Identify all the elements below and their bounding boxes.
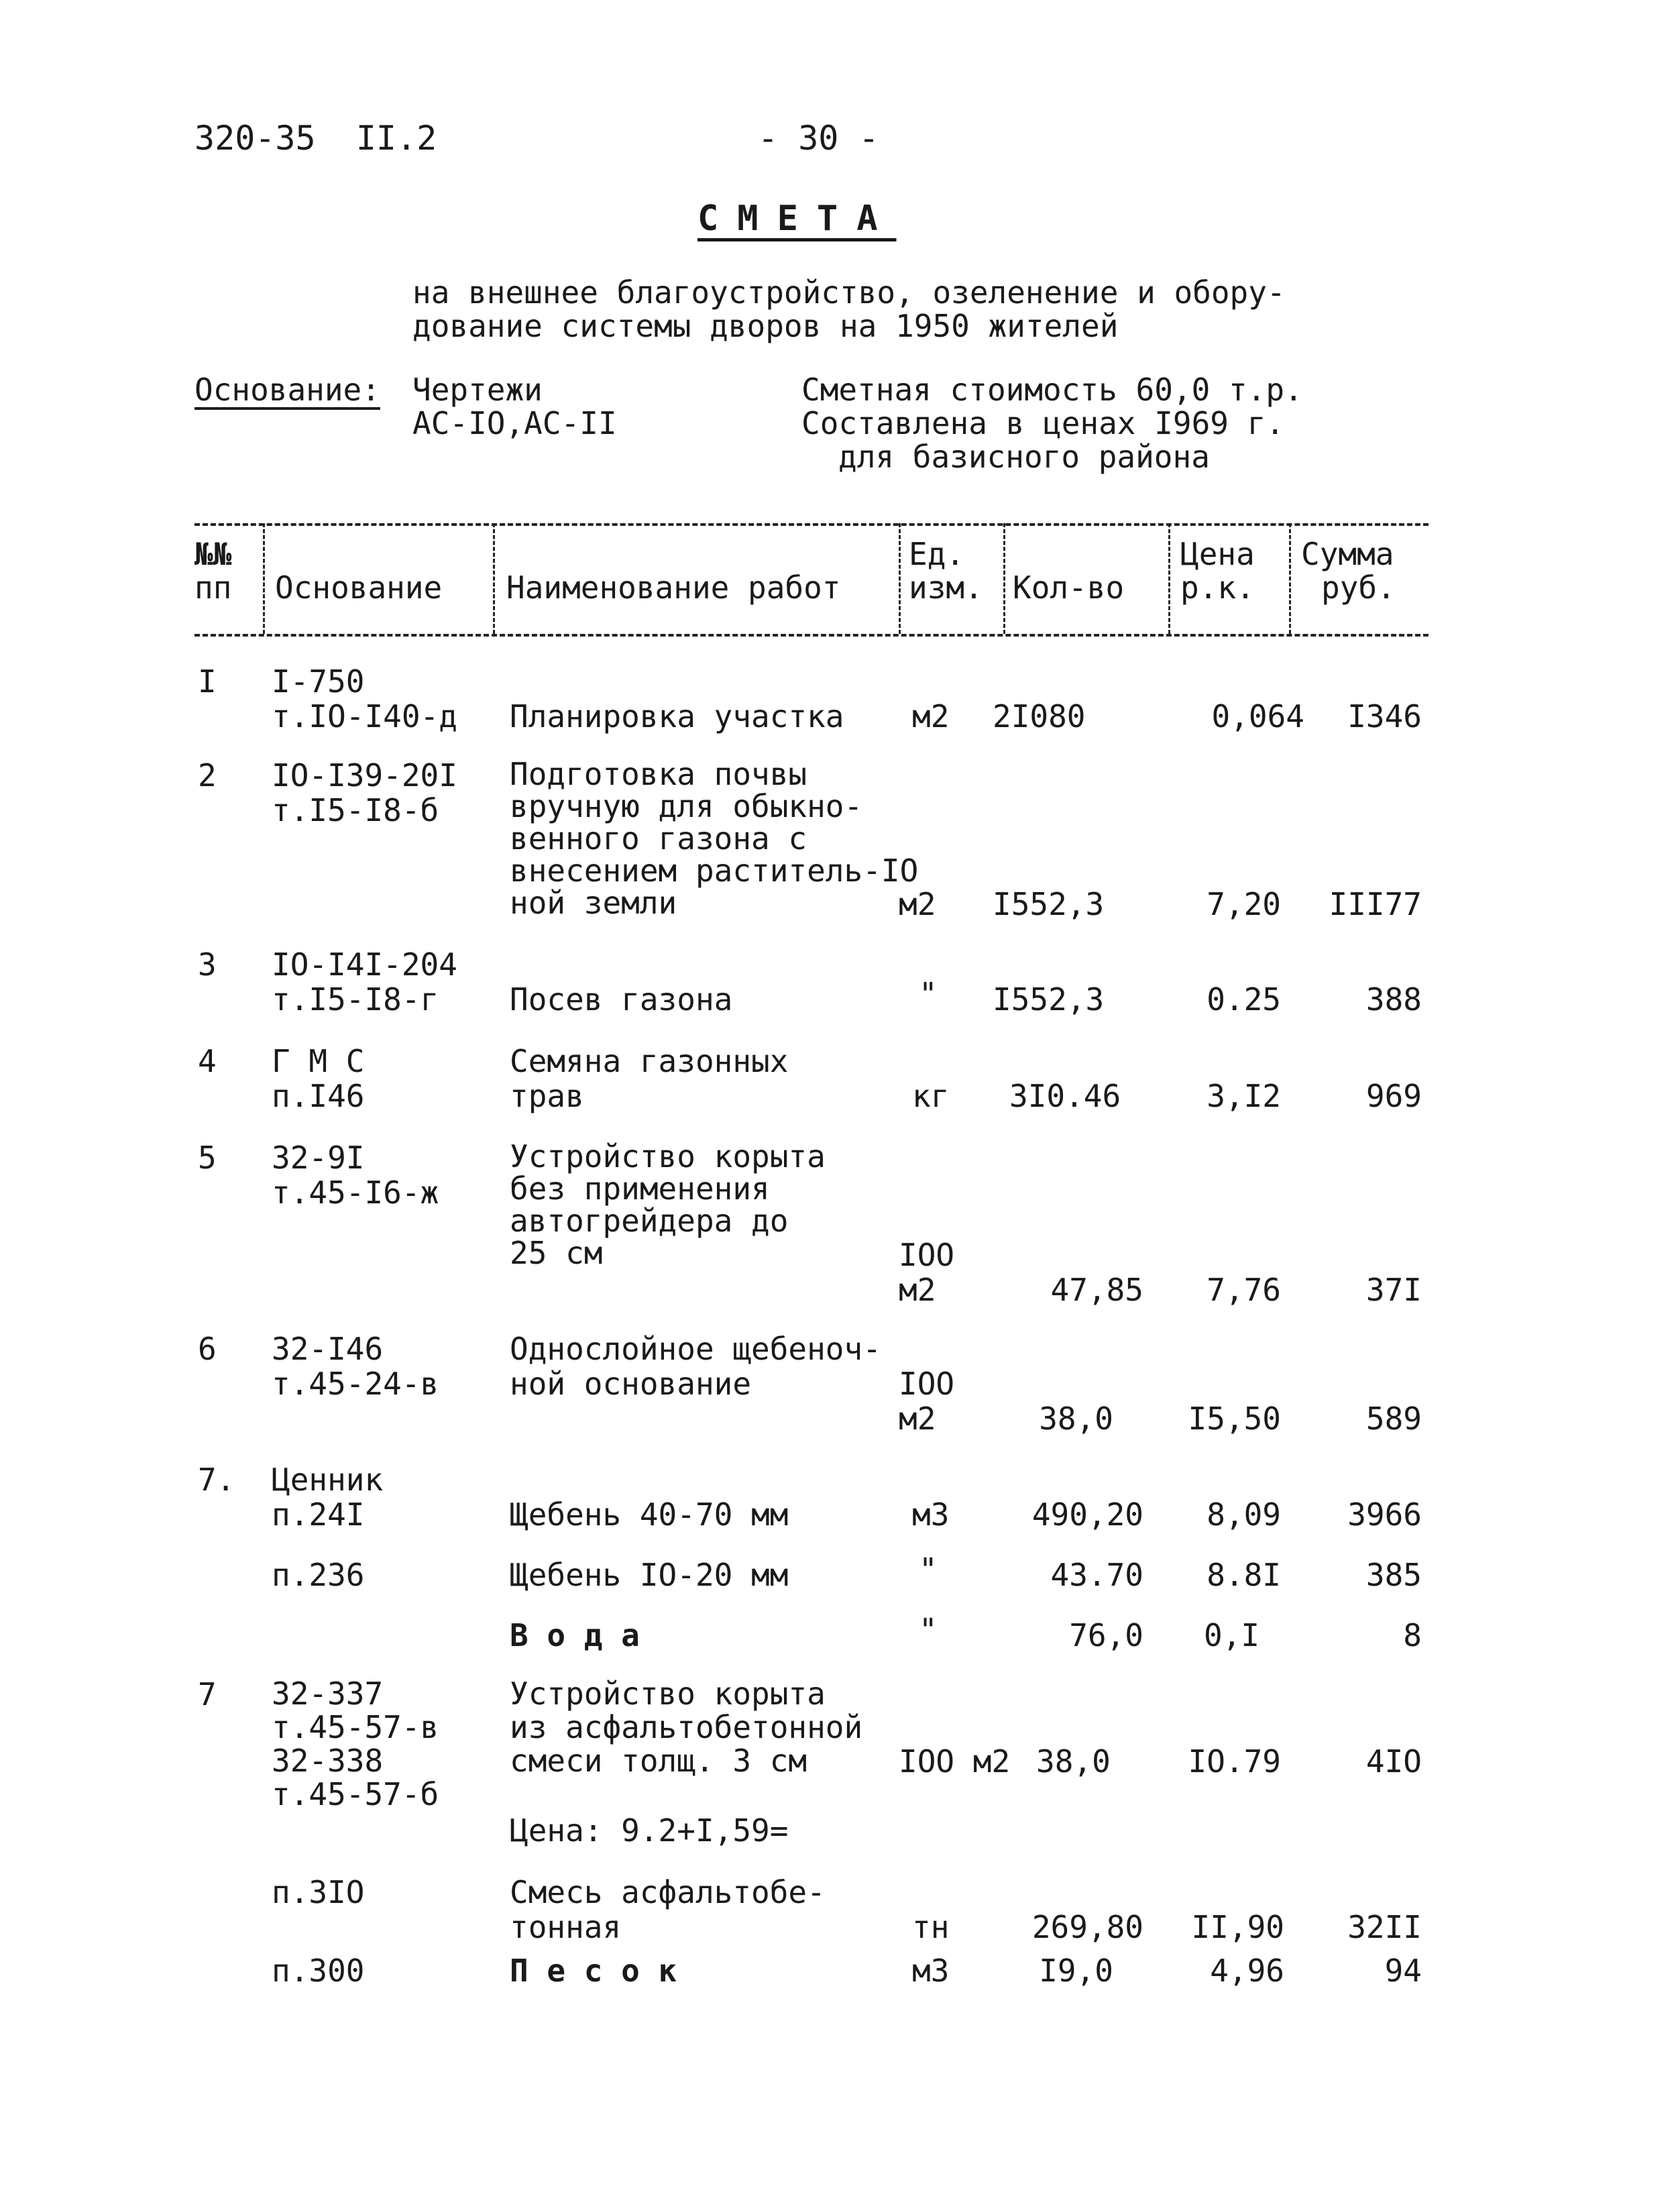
row-2-basis: IO-I39-20I т.I5-I8-б xyxy=(272,757,457,828)
row-6-name: Однослойное щебеноч- ной основание xyxy=(510,1331,881,1402)
region-basis: для базисного района xyxy=(838,439,1210,475)
row-8-sum: 385 xyxy=(1365,1557,1422,1593)
row-10-price: IO.79 xyxy=(1188,1743,1281,1780)
row-13-qty: I9,0 xyxy=(1039,1953,1113,1989)
row-7-unit: м3 xyxy=(912,1496,950,1533)
subtitle-line-2: дование системы дворов на 1950 жителей xyxy=(412,308,1119,344)
row-2-price: 7,20 xyxy=(1207,886,1281,922)
row-10-qty: 38,0 xyxy=(1036,1743,1111,1780)
row-5-name: Устройство корыта без применения автогрейдера до 25 см xyxy=(510,1138,826,1271)
row-3-sum: 388 xyxy=(1365,981,1422,1018)
table-top-rule xyxy=(194,523,1429,526)
row-3-qty: I552,3 xyxy=(993,981,1105,1018)
row-12-unit: тн xyxy=(912,1909,950,1945)
row-12-name: Смесь асфальтобе- тонная xyxy=(510,1874,826,1945)
row-5-basis: 32-9I т.45-I6-ж xyxy=(272,1140,439,1211)
row-5-qty: 47,85 xyxy=(1050,1272,1143,1308)
price-basis: Составлена в ценах I969 г. xyxy=(801,405,1285,441)
row-13-basis: п.300 xyxy=(272,1953,365,1989)
row-7-name: Щебень 40-70 мм xyxy=(510,1496,789,1533)
doc-code: 320-35 II.2 xyxy=(194,119,437,158)
row-13-unit: м3 xyxy=(912,1953,950,1989)
header-num-2: пп xyxy=(194,569,232,606)
header-basis: Основание xyxy=(275,569,443,606)
row-2-name: Подготовка почвы вручную для обыкно- венного газона с внесением раститель-IO ной земли xyxy=(510,756,919,921)
row-5-unit: IOO м2 xyxy=(899,1237,955,1308)
row-1-price: 0,064 xyxy=(1211,698,1304,734)
row-4-name: Семяна газонных трав xyxy=(510,1043,789,1114)
row-6-sum: 589 xyxy=(1365,1401,1422,1437)
row-10-sum: 4IO xyxy=(1365,1743,1422,1780)
row-9-price: 0,I xyxy=(1204,1617,1260,1653)
row-13-sum: 94 xyxy=(1384,1953,1422,1989)
row-11-price-note: Цена: 9.2+I,59= xyxy=(510,1812,789,1849)
row-1-qty: 2I080 xyxy=(993,698,1086,734)
row-12-qty: 269,80 xyxy=(1031,1909,1143,1945)
column-divider xyxy=(1289,523,1291,634)
header-unit-1: Ед. xyxy=(909,536,965,572)
row-3-num: 3 xyxy=(198,946,217,983)
row-4-qty: 3I0.46 xyxy=(1009,1078,1121,1114)
row-10-num: 7 xyxy=(198,1676,217,1712)
drawings-line-1: Чертежи xyxy=(412,372,543,408)
row-8-unit: " xyxy=(919,1551,938,1588)
row-5-price: 7,76 xyxy=(1207,1272,1281,1308)
header-price-2: р.к. xyxy=(1180,569,1255,606)
basis-label: Основание: xyxy=(194,372,380,408)
row-8-basis: п.236 xyxy=(272,1557,365,1593)
row-9-unit: " xyxy=(919,1612,938,1648)
row-10-unit: IOO м2 xyxy=(899,1743,1011,1780)
document-title: СМЕТА xyxy=(697,199,897,239)
row-9-qty: 76,0 xyxy=(1069,1617,1143,1653)
header-sum-2: руб. xyxy=(1321,569,1396,606)
row-12-sum: 32II xyxy=(1347,1909,1422,1945)
drawings-line-2: АС-IO,АС-II xyxy=(412,405,617,441)
row-3-name: Посев газона xyxy=(510,981,733,1018)
header-sum-1: Сумма xyxy=(1301,536,1394,572)
column-divider xyxy=(899,523,901,634)
row-4-unit: кг xyxy=(912,1078,950,1114)
row-1-unit: м2 xyxy=(912,698,950,734)
column-divider xyxy=(1168,523,1170,634)
row-3-unit: " xyxy=(919,976,938,1012)
row-2-qty: I552,3 xyxy=(993,886,1105,922)
table-header-bottom-rule xyxy=(194,634,1429,637)
subtitle-line-1: на внешнее благоустройство, озеленение и обору- xyxy=(412,274,1286,311)
row-6-unit: IOO м2 xyxy=(899,1366,955,1437)
row-8-qty: 43.70 xyxy=(1050,1557,1143,1593)
row-9-name: В о д а xyxy=(510,1617,640,1653)
row-7-qty: 490,20 xyxy=(1031,1496,1143,1533)
header-unit-2: изм. xyxy=(909,569,983,606)
row-9-sum: 8 xyxy=(1403,1617,1422,1653)
header-num-1: №№ xyxy=(194,536,232,572)
row-1-basis: I-750 т.IO-I40-д xyxy=(272,663,457,734)
row-12-basis: п.3IO xyxy=(272,1874,365,1910)
row-4-basis: Г М С п.I46 xyxy=(272,1043,365,1114)
row-1-sum: I346 xyxy=(1347,698,1422,734)
column-divider xyxy=(263,523,265,634)
row-5-sum: 37I xyxy=(1365,1272,1422,1308)
row-7-sum: 3966 xyxy=(1347,1496,1422,1533)
row-13-price: 4,96 xyxy=(1210,1953,1284,1989)
page-number: - 30 - xyxy=(758,119,879,158)
column-divider xyxy=(1003,523,1005,634)
row-6-price: I5,50 xyxy=(1188,1401,1281,1437)
row-2-unit: м2 xyxy=(899,886,936,922)
row-6-qty: 38,0 xyxy=(1039,1401,1113,1437)
row-6-basis: 32-I46 т.45-24-в xyxy=(272,1331,439,1402)
row-5-num: 5 xyxy=(198,1140,217,1176)
row-1-num: I xyxy=(198,663,217,700)
estimate-cost: Сметная стоимость 60,0 т.р. xyxy=(801,372,1303,408)
header-price-1: Цена xyxy=(1180,536,1255,572)
column-divider xyxy=(493,523,495,634)
row-4-price: 3,I2 xyxy=(1207,1078,1281,1114)
row-3-basis: IO-I4I-204 т.I5-I8-г xyxy=(272,946,457,1018)
row-12-price: II,90 xyxy=(1191,1909,1284,1945)
row-7-price: 8,09 xyxy=(1207,1496,1281,1533)
row-8-price: 8.8I xyxy=(1207,1557,1281,1593)
row-7-num: 7. xyxy=(198,1462,235,1498)
row-2-num: 2 xyxy=(198,757,217,794)
row-7-basis: Ценник п.24I xyxy=(272,1462,384,1533)
row-3-price: 0.25 xyxy=(1207,981,1281,1018)
header-name: Наименование работ xyxy=(506,569,841,606)
row-4-sum: 969 xyxy=(1365,1078,1422,1114)
row-4-num: 4 xyxy=(198,1043,217,1079)
row-1-name: Планировка участка xyxy=(510,698,844,734)
header-qty: Кол-во xyxy=(1013,569,1125,606)
row-13-name: П е с о к xyxy=(510,1953,677,1989)
row-10-name: Устройство корыта из асфальтобетонной смеси толщ. 3 см xyxy=(510,1676,863,1779)
row-6-num: 6 xyxy=(198,1331,217,1367)
row-2-sum: III77 xyxy=(1329,886,1422,922)
row-10-basis: 32-337 т.45-57-в 32-338 т.45-57-б xyxy=(272,1676,439,1812)
row-8-name: Щебень IO-20 мм xyxy=(510,1557,789,1593)
